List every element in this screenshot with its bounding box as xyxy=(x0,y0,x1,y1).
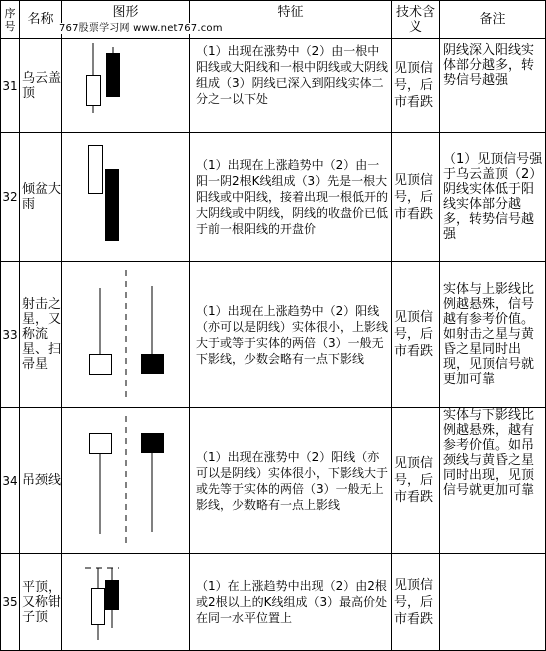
shooting-star-figure xyxy=(62,262,190,407)
pattern-figure xyxy=(62,262,190,408)
pattern-note xyxy=(440,554,546,651)
row-number: 35 xyxy=(1,554,20,651)
tech-meaning: 见顶信号，后市看跌 xyxy=(392,39,440,133)
table-row xyxy=(1,133,546,262)
header-note: 备注 xyxy=(440,1,546,39)
pattern-figure xyxy=(62,408,190,554)
row-number: 34 xyxy=(1,408,20,554)
pattern-name: 平顶，又称钳子顶 xyxy=(20,554,62,651)
hanging-man-figure xyxy=(62,408,190,553)
downpour-figure xyxy=(62,133,190,261)
watermark-text: 767股票学习网 www.net767.com xyxy=(59,23,279,34)
pattern-feature: （1）出现在上涨趋势中（2）阳线（亦可以是阴线）实体很小，上影线大于或等于实体的两倍（3）一般无下影线，少数会略有一点下影线 xyxy=(190,262,392,408)
row-number: 32 xyxy=(1,133,20,262)
table-row xyxy=(1,39,546,133)
pattern-feature: （1）出现在上涨趋势中（2）由一阳一阴2根K线组成（3）先是一根大阳线或中阳线，接着出现一根低开的大阴线或中阴线，阴线的收盘价已低于前一根阳线的开盘价 xyxy=(190,133,392,262)
pattern-note: 实体与上影线比例越悬殊，信号越有参考价值。如射击之星与黄昏之星同时出现，见顶信号就更加可靠 xyxy=(440,262,546,408)
pattern-name: 乌云盖顶 xyxy=(20,39,62,133)
pattern-name: 吊颈线 xyxy=(20,408,62,554)
tech-meaning: 见顶信号，后市看跌 xyxy=(392,408,440,554)
pattern-feature: （1）出现在涨势中（2）阳线（亦可以是阴线）实体很小，下影线大于或先等于实体的两倍（3）一般无上影线，少数略有一点上影线 xyxy=(190,408,392,554)
dark-cloud-cover-figure xyxy=(62,39,190,132)
tech-meaning: 见顶信号，后市看跌 xyxy=(392,262,440,408)
tech-meaning: 见顶信号，后市看跌 xyxy=(392,554,440,651)
row-number: 33 xyxy=(1,262,20,408)
pattern-note: （1）见顶信号强于乌云盖顶（2）阴线实体低于阳线实体部分越多，转势信号越强 xyxy=(440,133,546,262)
pattern-figure xyxy=(59,23,223,133)
row-number: 31 xyxy=(1,39,20,133)
table-row xyxy=(1,408,546,554)
pattern-feature: （1）在上涨趋势中出现（2）由2根或2根以上的K线组成（3）最高价处在同一水平位置上 xyxy=(190,554,392,651)
header-tech: 技术含义 xyxy=(392,1,440,39)
tech-meaning: 见顶信号，后市看跌 xyxy=(392,133,440,262)
pattern-feature: （1）出现在涨势中（2）由一根中阳线或大阳线和一根中阴线或大阴线组成（3）阴线已深入到阳线实体二分之一以下处 xyxy=(190,39,392,133)
pattern-note: 阴线深入阳线实体部分越多，转势信号越强 xyxy=(440,39,546,133)
table-row xyxy=(1,554,546,651)
header-feature: 特征 xyxy=(277,5,304,20)
pattern-figure xyxy=(62,554,190,651)
header-figure: 图形 xyxy=(62,1,190,39)
header-no: 序号 xyxy=(1,1,20,39)
tweezer-top-figure xyxy=(62,554,190,650)
table-row xyxy=(1,262,546,408)
pattern-note: 实体与下影线比例越悬殊，越有参考价值。如吊颈线与黄昏之星同时出现，见顶信号就更加可靠 xyxy=(440,408,546,554)
header-name: 名称 xyxy=(20,1,62,39)
pattern-name: 射击之星，又称流星、扫帚星 xyxy=(20,262,62,408)
pattern-name: 倾盆大雨 xyxy=(20,133,62,262)
pattern-figure xyxy=(62,133,190,262)
